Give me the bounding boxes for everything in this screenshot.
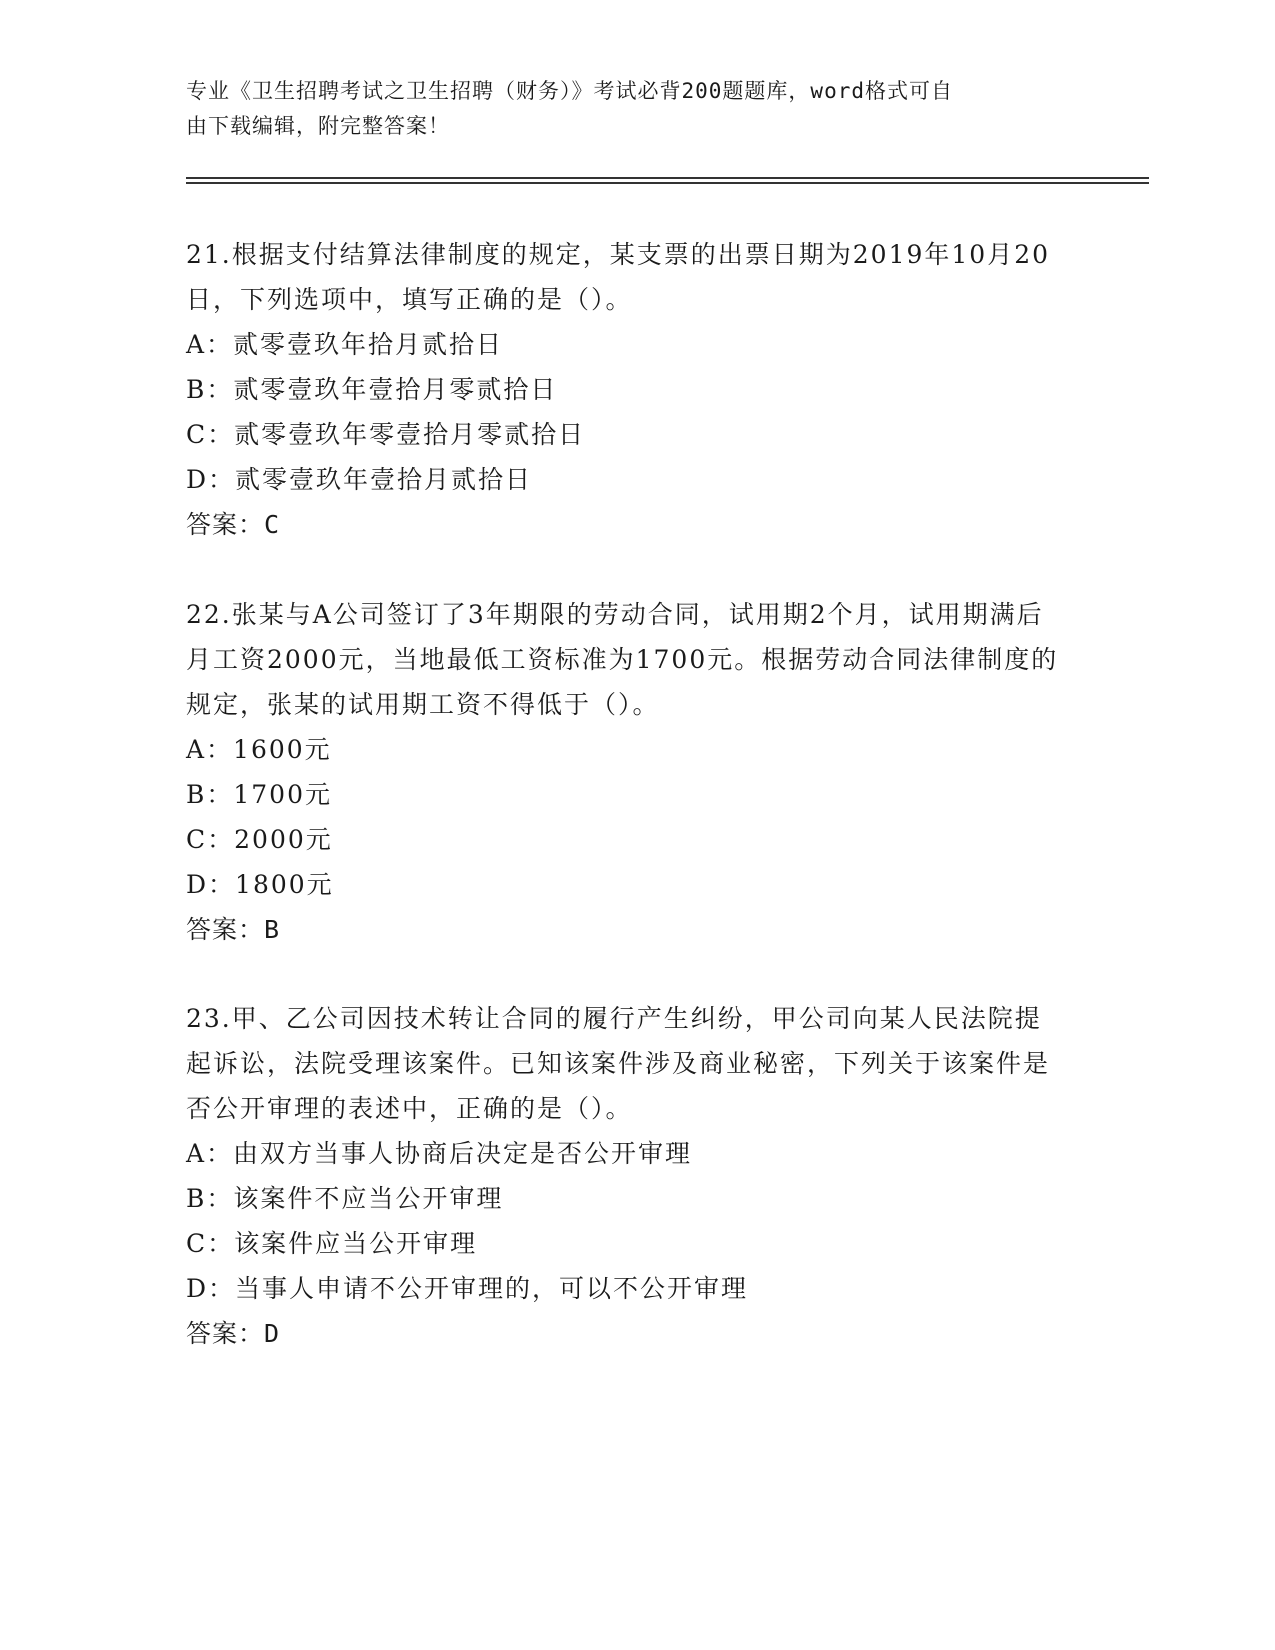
question-stem: 23.甲、乙公司因技术转让合同的履行产生纠纷，甲公司向某人民法院提起诉讼，法院受理该案件。已知该案件涉及商业秘密，下列关于该案件是否公开审理的表述中，正确的是（）。 (186, 1004, 1051, 1123)
question-block-21 (186, 232, 1066, 547)
option-d: D：贰零壹玖年壹拾月贰拾日 (186, 465, 533, 494)
question-block-22 (186, 592, 1066, 952)
answer-label: 答案： (186, 915, 265, 944)
answer-line (186, 907, 1066, 952)
document-intro (186, 74, 1066, 144)
question-stem: 21.根据支付结算法律制度的规定，某支票的出票日期为2019年10月20日，下列选项中，填写正确的是（）。 (186, 240, 1051, 314)
answer-value: B (264, 915, 281, 944)
header-divider-top (186, 177, 1149, 179)
intro-line-1: 专业《卫生招聘考试之卫生招聘（财务）》考试必背200题题库，word格式可自 (186, 79, 953, 103)
option-b: B：贰零壹玖年壹拾月零贰拾日 (186, 375, 558, 404)
answer-line (186, 1311, 1066, 1356)
option-c: C：贰零壹玖年零壹拾月零贰拾日 (186, 420, 586, 449)
option-b: B：1700元 (186, 780, 332, 809)
answer-label: 答案： (186, 510, 265, 539)
option-d: D：当事人申请不公开审理的，可以不公开审理 (186, 1274, 749, 1303)
answer-value: D (264, 1319, 281, 1348)
option-d: D：1800元 (186, 870, 334, 899)
question-block-23 (186, 996, 1066, 1356)
option-c: C：该案件应当公开审理 (186, 1229, 478, 1258)
answer-label: 答案： (186, 1319, 265, 1348)
option-b: B：该案件不应当公开审理 (186, 1184, 504, 1213)
option-a: A：由双方当事人协商后决定是否公开审理 (186, 1139, 693, 1168)
answer-value: C (264, 510, 281, 539)
question-stem: 22.张某与A公司签订了3年期限的劳动合同，试用期2个月，试用期满后月工资2000元，当地最低工资标准为1700元。根据劳动合同法律制度的规定，张某的试用期工资不得低于（）。 (186, 600, 1059, 719)
option-a: A：贰零壹玖年拾月贰拾日 (186, 330, 504, 359)
header-divider-bottom (186, 182, 1149, 184)
option-c: C：2000元 (186, 825, 333, 854)
intro-line-2: 由下载编辑，附完整答案！ (186, 114, 450, 138)
option-a: A：1600元 (186, 735, 332, 764)
answer-line (186, 502, 1066, 547)
